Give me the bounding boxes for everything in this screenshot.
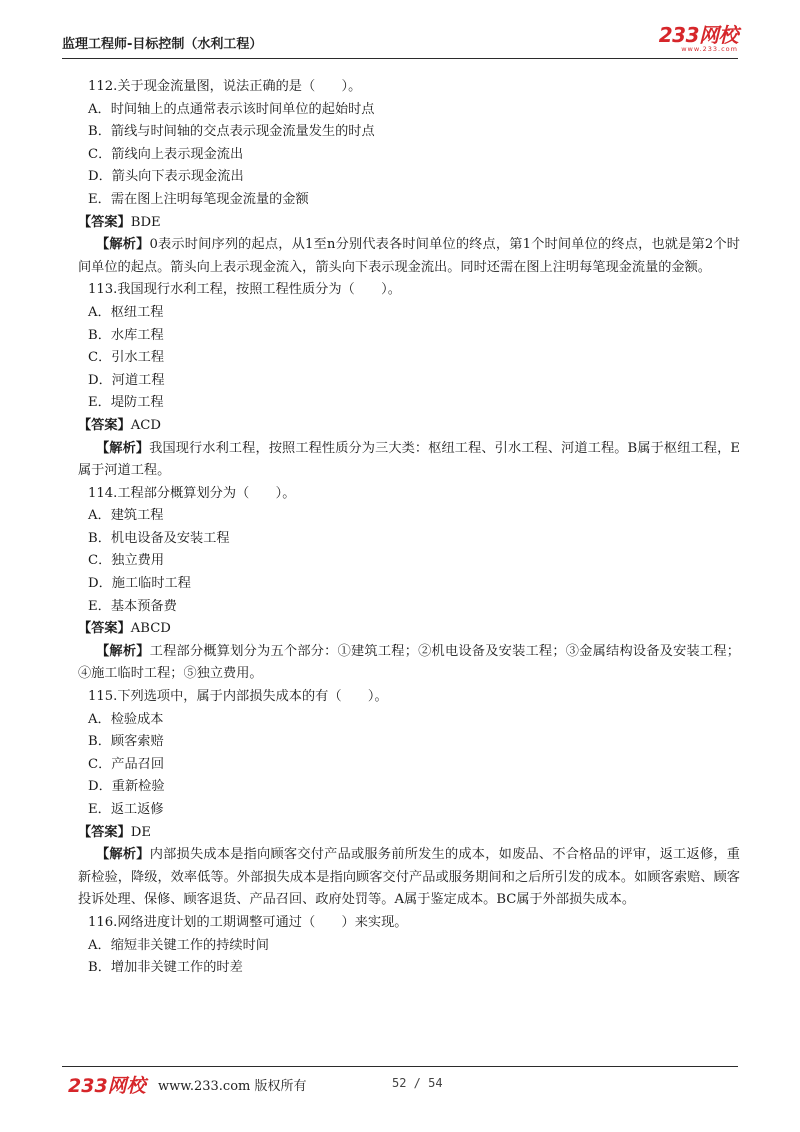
question-list xyxy=(78,76,740,980)
question-block xyxy=(88,912,740,980)
explanation xyxy=(60,641,740,686)
answer-option: B．增加非关键工作的时差 xyxy=(88,960,243,976)
answer-row xyxy=(78,822,740,845)
question-stem: 115.下列选项中，属于内部损失成本的有（ ）。 xyxy=(88,689,388,705)
question-block xyxy=(78,483,740,686)
explanation-text: 工程部分概算划分为五个部分：①建筑工程；②机电设备及安装工程；③金属结构设备及安装工程；④施工临时工程；⑤独立费用。 xyxy=(78,643,740,682)
answer-option: A．检验成本 xyxy=(88,711,164,727)
explanation xyxy=(60,844,740,912)
document-title: 监理工程师-目标控制（水利工程） xyxy=(62,37,263,52)
answer-value: ACD xyxy=(130,417,161,433)
explanation-text: 我国现行水利工程，按照工程性质分为三大类：枢纽工程、引水工程、河道工程。B属于枢纽工程，E属于河道工程。 xyxy=(78,440,740,479)
answer-option: D．重新检验 xyxy=(88,779,165,795)
answer-option: E．基本预备费 xyxy=(88,598,177,614)
answer-option: C．引水工程 xyxy=(88,350,165,366)
page-footer xyxy=(62,1066,738,1097)
answer-row xyxy=(78,212,740,235)
page-header xyxy=(62,22,738,59)
answer-option: C．独立费用 xyxy=(88,553,165,569)
explanation-text: 内部损失成本是指向顾客交付产品或服务前所发生的成本，如废品、不合格品的评审，返工返修，重新检验，降级，效率低等。外部损失成本是指向顾客交付产品或服务期间和之后所引发的成本。如顾客索赔、顾客投诉处理、保修、顾客退货、产品召回、政府处罚等。A属于鉴定成本。BC属于外部损失成本。 xyxy=(78,847,740,908)
answer-option: C．产品召回 xyxy=(88,756,165,772)
question-stem: 112.关于现金流量图，说法正确的是（ ）。 xyxy=(88,79,362,94)
page-number: 52 / 54 xyxy=(392,1076,443,1090)
answer-option: E．返工返修 xyxy=(88,802,164,817)
answer-option: B．箭线与时间轴的交点表示现金流量发生的时点 xyxy=(88,124,375,140)
question-stem: 116.网络进度计划的工期调整可通过（ ）来实现。 xyxy=(88,914,408,930)
answer-option: D．箭头向下表示现金流出 xyxy=(88,169,244,185)
question-block xyxy=(78,686,740,912)
question-block xyxy=(78,76,740,279)
brand-logo xyxy=(658,22,738,53)
question-block xyxy=(78,279,740,482)
question-stem: 114.工程部分概算划分为（ ）。 xyxy=(88,485,296,501)
answer-row xyxy=(78,618,740,641)
question-stem: 113.我国现行水利工程，按照工程性质分为（ ）。 xyxy=(88,282,401,298)
answer-option: D．河道工程 xyxy=(88,372,165,388)
answer-value: ABCD xyxy=(130,621,171,637)
answer-option: A．枢纽工程 xyxy=(88,304,164,320)
answer-label: 【答案】 xyxy=(78,417,131,433)
answer-value: DE xyxy=(130,824,151,840)
explanation-label: 【解析】 xyxy=(96,643,150,659)
answer-option: A．时间轴上的点通常表示该时间单位的起始时点 xyxy=(88,101,375,117)
explanation-text: 0表示时间序列的起点，从1至n分别代表各时间单位的终点，第1个时间单位的终点，也就是第2个时间单位的起点。箭头向上表示现金流入，箭头向下表示现金流出。同时还需在图上注明每笔现金流量的金额。 xyxy=(78,237,740,275)
explanation xyxy=(60,234,740,279)
explanation-label: 【解析】 xyxy=(96,440,150,456)
answer-option: E．堤防工程 xyxy=(88,395,164,411)
logo-text: 233网校 xyxy=(658,22,738,47)
answer-row xyxy=(78,415,740,438)
logo-url: www.233.com xyxy=(681,44,738,53)
explanation xyxy=(60,438,740,483)
answer-option: E．需在图上注明每笔现金流量的金额 xyxy=(88,191,309,207)
answer-label: 【答案】 xyxy=(78,621,131,637)
answer-label: 【答案】 xyxy=(78,824,131,840)
answer-option: A．建筑工程 xyxy=(88,508,164,524)
answer-option: A．缩短非关键工作的持续时间 xyxy=(88,937,269,953)
answer-option: D．施工临时工程 xyxy=(88,576,191,592)
answer-option: B．机电设备及安装工程 xyxy=(88,530,230,546)
answer-value: BDE xyxy=(130,214,161,230)
answer-option: B．水库工程 xyxy=(88,327,164,343)
explanation-label: 【解析】 xyxy=(96,237,150,253)
footer-copyright: www.233.com 版权所有 xyxy=(158,1079,307,1094)
explanation-label: 【解析】 xyxy=(96,847,150,863)
answer-option: C．箭线向上表示现金流出 xyxy=(88,146,244,162)
answer-option: B．顾客索赔 xyxy=(88,734,164,750)
footer-logo: 233网校 xyxy=(68,1075,146,1097)
answer-label: 【答案】 xyxy=(78,214,131,230)
